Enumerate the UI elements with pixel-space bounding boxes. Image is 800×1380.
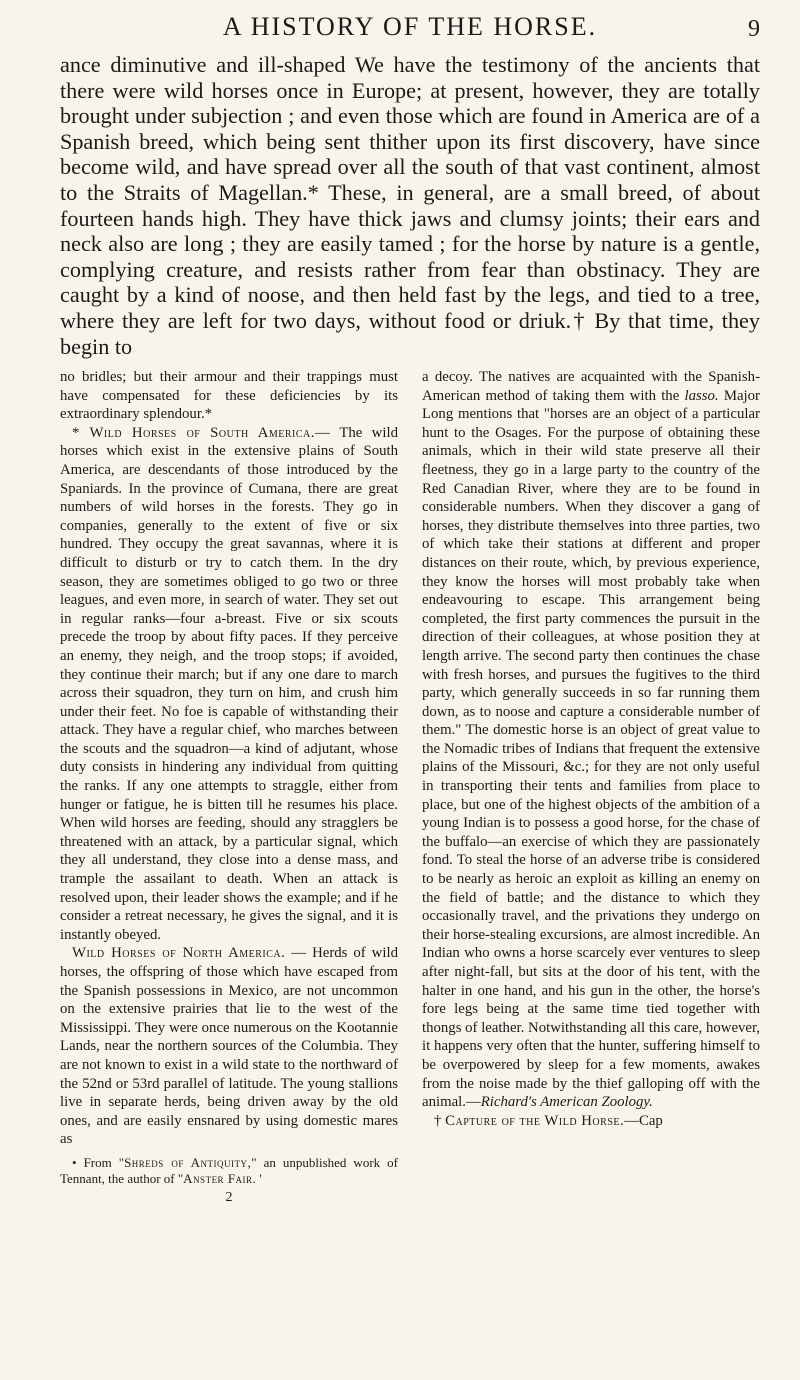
footnote-2-prefix: † bbox=[434, 1112, 446, 1129]
footnote-2-text: —Cap bbox=[624, 1112, 663, 1129]
running-head bbox=[60, 8, 760, 58]
footnote-columns bbox=[60, 368, 760, 1348]
south-america-note bbox=[60, 424, 398, 945]
left-paragraph-1: no bridles; but their armour and their trappings must have compensated for these deficiencies by its extraordinary splendour.* bbox=[60, 369, 398, 423]
footnote-capture bbox=[422, 1112, 760, 1131]
footnote-mid: " an unpublished work of Tennant, the author of " bbox=[60, 1154, 398, 1186]
north-america-heading: Wild Horses of North America. bbox=[72, 945, 286, 962]
left-column bbox=[60, 368, 398, 1348]
citation: Richard's American Zoology. bbox=[480, 1094, 653, 1111]
footnote-end: ' bbox=[256, 1170, 262, 1186]
right-column bbox=[422, 368, 760, 1348]
south-america-text: The wild horses which exist in the extensive plains of South America, are descendants of those introduced by the Spaniards. In the province of Cumana, there are great numbers of wild horses in the forests. They go in companies, generally to the extent of five or six hundred. They occupy the great savannas, where it is difficult to disturb or try to catch them. In the dry season, they are sometimes obliged to go two or three leagues, and even more, in search of water. They set out in regular ranks—four a-breast. Five or six scouts precede the troop by about fifty paces. If they perceive an enemy, they neigh, and the troop stops; if avoided, they continue their march; but if any one dare to march across their squadron, they turn on him, and crush him under their feet. No foe is capable of withstanding their attack. They have a regular chief, who marches between the scouts and the squadron—a kind of adjutant, whose duty consists in hindering any individual from quitting the ranks. If any one attempts to straggle, either from hunger or fatigue, he is bitten till he resumes his place. When wild horses are feeding, should any stragglers be threatened with an attack, by a particular signal, which they all understand, they close into a dense mass, and trample the assailant to death. When an attack is resolved upon, their leader shows the example; and if he consider a retreat necessary, he gives the signal, and it is instantly obeyed. bbox=[60, 424, 398, 943]
signature-mark: 2 bbox=[225, 1189, 233, 1205]
south-america-heading: * Wild Horses of South America.— bbox=[72, 424, 331, 441]
page-number: 9 bbox=[748, 16, 760, 42]
running-title: A HISTORY OF THE HORSE. bbox=[222, 12, 598, 41]
north-america-text: — Herds of wild horses, the offspring of those which have escaped from the Spanish possessions in Mexico, are not uncommon on the extensive prairies that lie to the west of the Mississippi. They were once numerous on the Kootannie Lands, near the northern sources of the Columbia. They are not known to exist in a wild state to the northward of the 52nd or 53rd parallel of latitude. The young stallions live in separate herds, being driven away by the old ones, and are easily ensnared by using domestic mares as bbox=[60, 945, 398, 1148]
main-paragraph: ance diminutive and ill-shaped We have the testimony of the ancients that there were wild horses once in Europe; at present, however, they are totally brought under subjection ; and even those which are found in America are of a Spanish breed, which being sent thither upon its first discovery, have since become wild, and have spread over all the south of that vast continent, almost to the Straits of Magellan.* These, in general, are a small breed, of about fourteen hands high. They have thick jaws and clumsy joints; their ears and neck also are long ; they are easily tamed ; for the horse by nature is a gentle, complying creature, and resists rather from fear than obstinacy. They are caught by a kind of noose, and then held fast by the legs, and tied to a tree, where they are left for two days, without food or driuk.† By that time, they begin to bbox=[60, 52, 760, 359]
north-america-note bbox=[60, 944, 398, 1149]
footnote-prefix: • From " bbox=[72, 1154, 125, 1170]
footnote-2-heading: Capture of the Wild Horse. bbox=[445, 1112, 625, 1129]
lasso-term: lasso. bbox=[684, 387, 719, 404]
right-paragraph-1 bbox=[422, 368, 760, 1112]
footnote-title-2: Anster Fair. bbox=[183, 1170, 257, 1186]
footnote-shreds bbox=[60, 1155, 398, 1187]
right-text-start: a decoy. The natives are acquainted with the Spanish-American method of taking them with the bbox=[422, 369, 760, 404]
right-text-rest: Major Long mentions that "horses are an object of a particular hunt to the Osages. For the purpose of obtaining these animals, which in their wild state preserve all their fleetness, they go in a large party to the country of the Red Canadian River, where they are to be found in considerable numbers. When they discover a gang of horses, they distribute themselves into three parties, two of which take their stations at different and proper distances on their route, which, by previous experience, they know the horses will most probably take when endeavouring to escape. This arrangement being completed, the first party commences the pursuit in the direction of their colleagues, at whose position they at length arrive. The second party then continues the chase with fresh horses, and pursues the fugitives to the third party, which generally succeeds in so far running them down, as to noose and capture a considerable number of them." The domestic horse is an object of great value to the Nomadic tribes of Indians that frequent the extensive plains of the Missouri, &c.; for they are not only useful in transporting their tents and families from place to place, but one of the highest objects of the ambition of a young Indian is to possess a good horse, for the chase of the buffalo—an exercise of which they are passionately fond. To steal the horse of an adverse tribe is considered to be nearly as heroic an exploit as killing an enemy on the field of battle; and the distance to which they occasionally travel, and the privations they undergo on their horse-stealing excursions, are almost incredible. An Indian who owns a horse scarcely ever ventures to sleep after night-fall, but sits at the door of his tent, with the halter in one hand, and his gun in the other, the horse's fore legs being at the same time tied together with thongs of leather. Notwithstanding all this care, however, it happens very often that the hunter, suffering himself to be overpowered by sleep for a few moments, awakes from the noise made by the thief galloping off with the animal.— bbox=[422, 387, 761, 1111]
footnote-title-1: Shreds of Antiquity, bbox=[124, 1154, 252, 1170]
